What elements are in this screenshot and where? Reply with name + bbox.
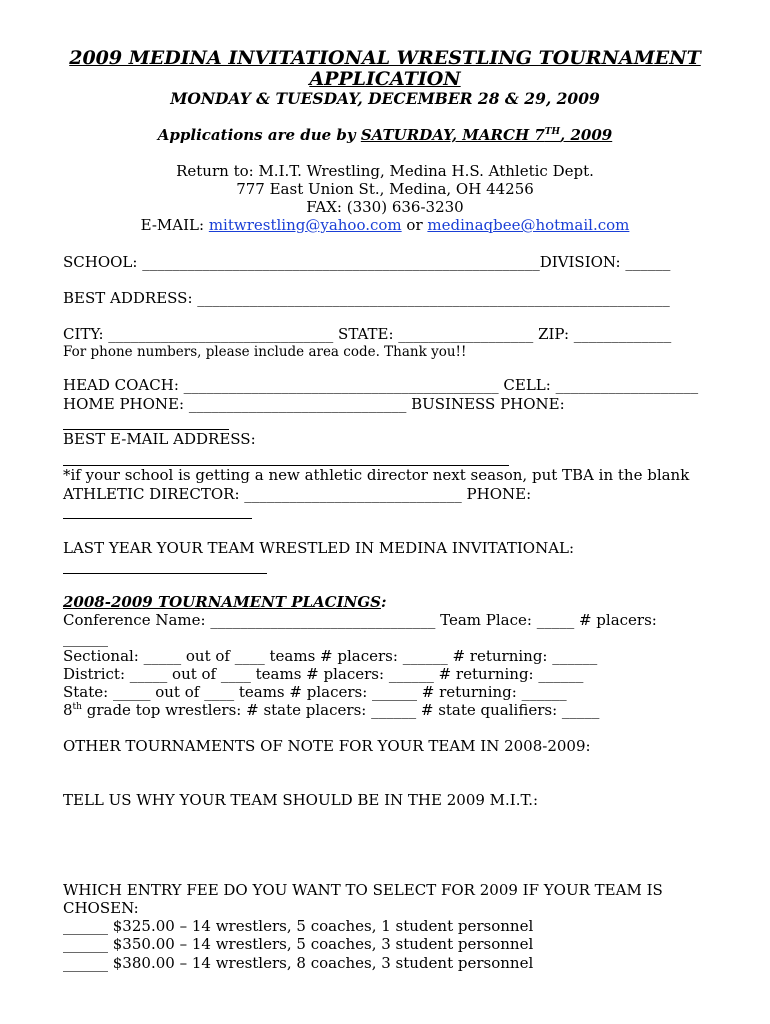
email-link-mitwrestling[interactable]: mitwrestling@yahoo.com [208,216,402,234]
athletic-director-note: *if your school is getting a new athletic director next season, put TBA in the blank [63,466,690,484]
form-title: 2009 MEDINA INVITATIONAL WRESTLING TOURNAMENT [69,47,701,69]
conference-placers-blank[interactable]: ______ [63,629,108,647]
fee-option-325[interactable]: ______ $325.00 – 14 wrestlers, 5 coaches, 1 student personnel [63,917,534,935]
due-date [361,126,612,144]
eighth-rest: grade top wrestlers: # state placers: ______ # state qualifiers: _____ [81,701,600,719]
home-phone-field[interactable]: HOME PHONE: _____________________________ BUSINESS PHONE: [63,395,565,413]
best-email-field[interactable]: BEST E-MAIL ADDRESS: [63,430,256,448]
fee-option-380[interactable]: ______ $380.00 – 14 wrestlers, 8 coaches, 3 student personnel [63,954,534,972]
return-to-line1: Return to: M.I.T. Wrestling, Medina H.S. Athletic Dept. [176,162,594,180]
due-date-line [0,126,770,144]
eighth-sup: th [72,702,82,712]
form-title-application: APPLICATION [309,68,461,90]
fee-option-350[interactable]: ______ $350.00 – 14 wrestlers, 5 coaches, 3 student personnel [63,935,534,953]
due-date-sup: TH [544,127,560,137]
phone-note: For phone numbers, please include area code. Thank you!! [63,344,467,360]
eighth-grade-row[interactable] [63,701,599,719]
entry-fee-question-cont: CHOSEN: [63,899,139,917]
athletic-director-field[interactable]: ATHLETIC DIRECTOR: _____________________________ PHONE: [63,485,532,503]
email-link-medinaqbee[interactable]: medinaqbee@hotmail.com [427,216,630,234]
sectional-row[interactable]: Sectional: _____ out of ____ teams # placers: ______ # returning: ______ [63,647,598,665]
email-or: or [401,216,428,234]
tournament-dates: MONDAY & TUESDAY, DECEMBER 28 & 29, 2009 [170,89,600,108]
best-address-field[interactable]: BEST ADDRESS: _______________________________________________________________ [63,289,670,307]
fax-number: FAX: (330) 636-3230 [306,198,464,216]
city-state-zip-field[interactable]: CITY: ______________________________ STATE: __________________ ZIP: _____________ [63,325,672,343]
head-coach-field[interactable]: HEAD COACH: __________________________________________ CELL: ___________________ [63,376,699,394]
due-year: , 2009 [560,126,613,144]
district-row[interactable]: District: _____ out of ____ teams # placers: ______ # returning: ______ [63,665,584,683]
eighth-prefix: 8 [63,701,73,719]
other-tournaments-question: OTHER TOURNAMENTS OF NOTE FOR YOUR TEAM IN 2008-2009: [63,737,591,755]
email-label: E-MAIL: [140,216,209,234]
placings-heading [63,593,387,611]
placings-heading-text: 2008-2009 TOURNAMENT PLACINGS [63,593,381,611]
placings-heading-colon: : [380,593,387,611]
ad-phone-blank[interactable] [63,518,252,519]
due-prefix: Applications are due by [157,126,361,144]
school-field[interactable]: SCHOOL: _____________________________________________________DIVISION: ______ [63,253,671,271]
due-date-text: SATURDAY, MARCH 7 [360,126,545,144]
state-row[interactable]: State: _____ out of ____ teams # placers: ______ # returning: ______ [63,683,567,701]
last-year-blank[interactable] [63,573,267,574]
entry-fee-question: WHICH ENTRY FEE DO YOU WANT TO SELECT FOR 2009 IF YOUR TEAM IS [63,881,663,899]
tell-us-question: TELL US WHY YOUR TEAM SHOULD BE IN THE 2009 M.I.T.: [63,791,539,809]
email-line [0,216,770,234]
return-to-address: 777 East Union St., Medina, OH 44256 [236,180,534,198]
last-year-question: LAST YEAR YOUR TEAM WRESTLED IN MEDINA INVITATIONAL: [63,539,575,557]
conference-field[interactable]: Conference Name: ______________________________ Team Place: _____ # placers: [63,611,657,629]
